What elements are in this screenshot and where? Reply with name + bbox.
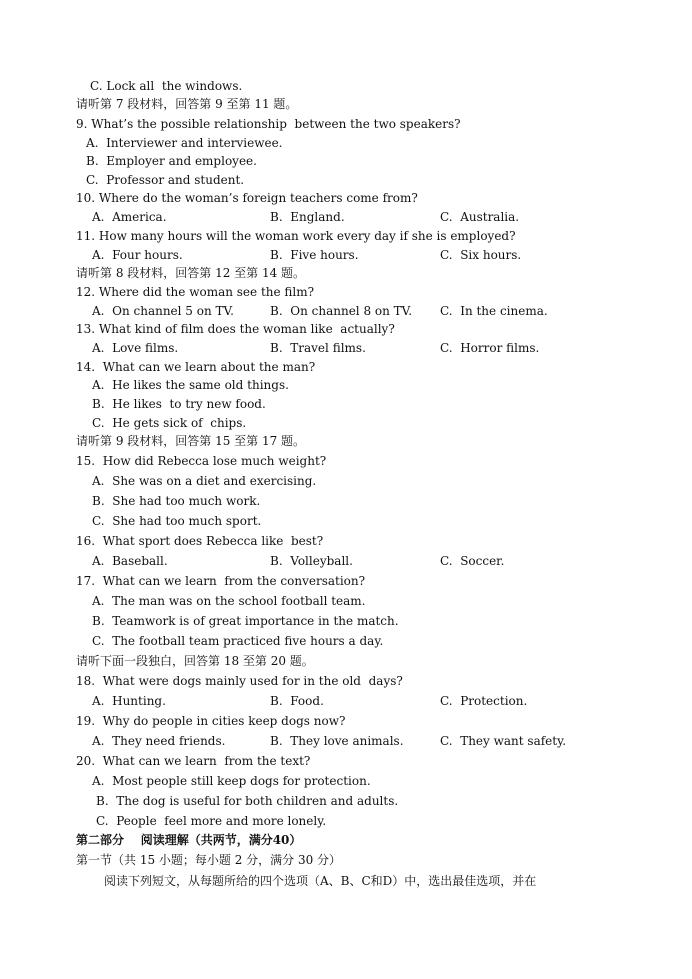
question-14: 14. What can we learn about the man? [76, 360, 316, 374]
option-c: C. Soccer. [440, 554, 505, 568]
option-c: C. Horror films. [440, 341, 540, 355]
question-10: 10. Where do the woman’s foreign teachers come from? [76, 191, 418, 205]
question-15: 15. How did Rebecca lose much weight? [76, 454, 327, 468]
option-a: A. Interviewer and interviewee. [86, 136, 283, 150]
option-b: B. Volleyball. [270, 554, 353, 568]
option-a: A. They need friends. [92, 734, 226, 748]
option-a: A. Most people still keep dogs for protection. [92, 774, 371, 788]
section-one-heading: 第一节（共 15 小题；每小题 2 分，满分 30 分） [76, 853, 342, 867]
question-12: 12. Where did the woman see the film? [76, 285, 315, 299]
option-b: B. Food. [270, 694, 324, 708]
question-11: 11. How many hours will the woman work every day if she is employed? [76, 229, 516, 243]
option-b: B. Teamwork is of great importance in the match. [92, 614, 399, 628]
section-instruction: 请听第 8 段材料，回答第 12 至第 14 题。 [76, 266, 306, 280]
option-c: C. She had too much sport. [92, 514, 262, 528]
option-c: C. In the cinema. [440, 304, 548, 318]
option-a: A. Baseball. [92, 554, 168, 568]
option-a: A. Four hours. [92, 248, 183, 262]
option-b: B. She had too much work. [92, 494, 261, 508]
question-16: 16. What sport does Rebecca like best? [76, 534, 324, 548]
section-instruction: 请听第 9 段材料，回答第 15 至第 17 题。 [76, 434, 306, 448]
section-instruction: 请听第 7 段材料，回答第 9 至第 11 题。 [76, 97, 298, 111]
question-18: 18. What were dogs mainly used for in the old days? [76, 674, 403, 688]
question-17: 17. What can we learn from the conversation? [76, 574, 366, 588]
option-b: B. Travel films. [270, 341, 366, 355]
option-c: C. They want safety. [440, 734, 567, 748]
option-b: B. They love animals. [270, 734, 404, 748]
option-c: C. People feel more and more lonely. [96, 814, 327, 828]
option-a: A. He likes the same old things. [92, 378, 289, 392]
option-a: A. America. [92, 210, 167, 224]
reading-instruction: 阅读下列短文，从每题所给的四个选项（A、B、C和D）中，选出最佳选项，并在 [104, 874, 537, 888]
option-b: B. He likes to try new food. [92, 397, 266, 411]
option-a: A. Hunting. [92, 694, 166, 708]
option-a: A. Love films. [92, 341, 179, 355]
question-13: 13. What kind of film does the woman like actually? [76, 322, 395, 336]
option-c: C. Lock all the windows. [90, 79, 243, 93]
question-9: 9. What’s the possible relationship between the two speakers? [76, 117, 461, 131]
option-b: B. Employer and employee. [86, 154, 257, 168]
option-c: C. Six hours. [440, 248, 522, 262]
option-b: B. England. [270, 210, 345, 224]
question-19: 19. Why do people in cities keep dogs now? [76, 714, 346, 728]
part-two-heading: 第二部分 阅读理解（共两节，满分40） [76, 833, 302, 847]
option-b: B. Five hours. [270, 248, 359, 262]
option-c: C. Professor and student. [86, 173, 245, 187]
option-c: C. He gets sick of chips. [92, 416, 247, 430]
option-c: C. Australia. [440, 210, 520, 224]
option-c: C. Protection. [440, 694, 528, 708]
option-a: A. She was on a diet and exercising. [92, 474, 317, 488]
option-b: B. On channel 8 on TV. [270, 304, 413, 318]
option-a: A. The man was on the school football team. [92, 594, 366, 608]
question-20: 20. What can we learn from the text? [76, 754, 311, 768]
section-instruction: 请听下面一段独白，回答第 18 至第 20 题。 [76, 654, 314, 668]
option-a: A. On channel 5 on TV. [92, 304, 234, 318]
option-c: C. The football team practiced five hours a day. [92, 634, 384, 648]
option-b: B. The dog is useful for both children and adults. [96, 794, 399, 808]
